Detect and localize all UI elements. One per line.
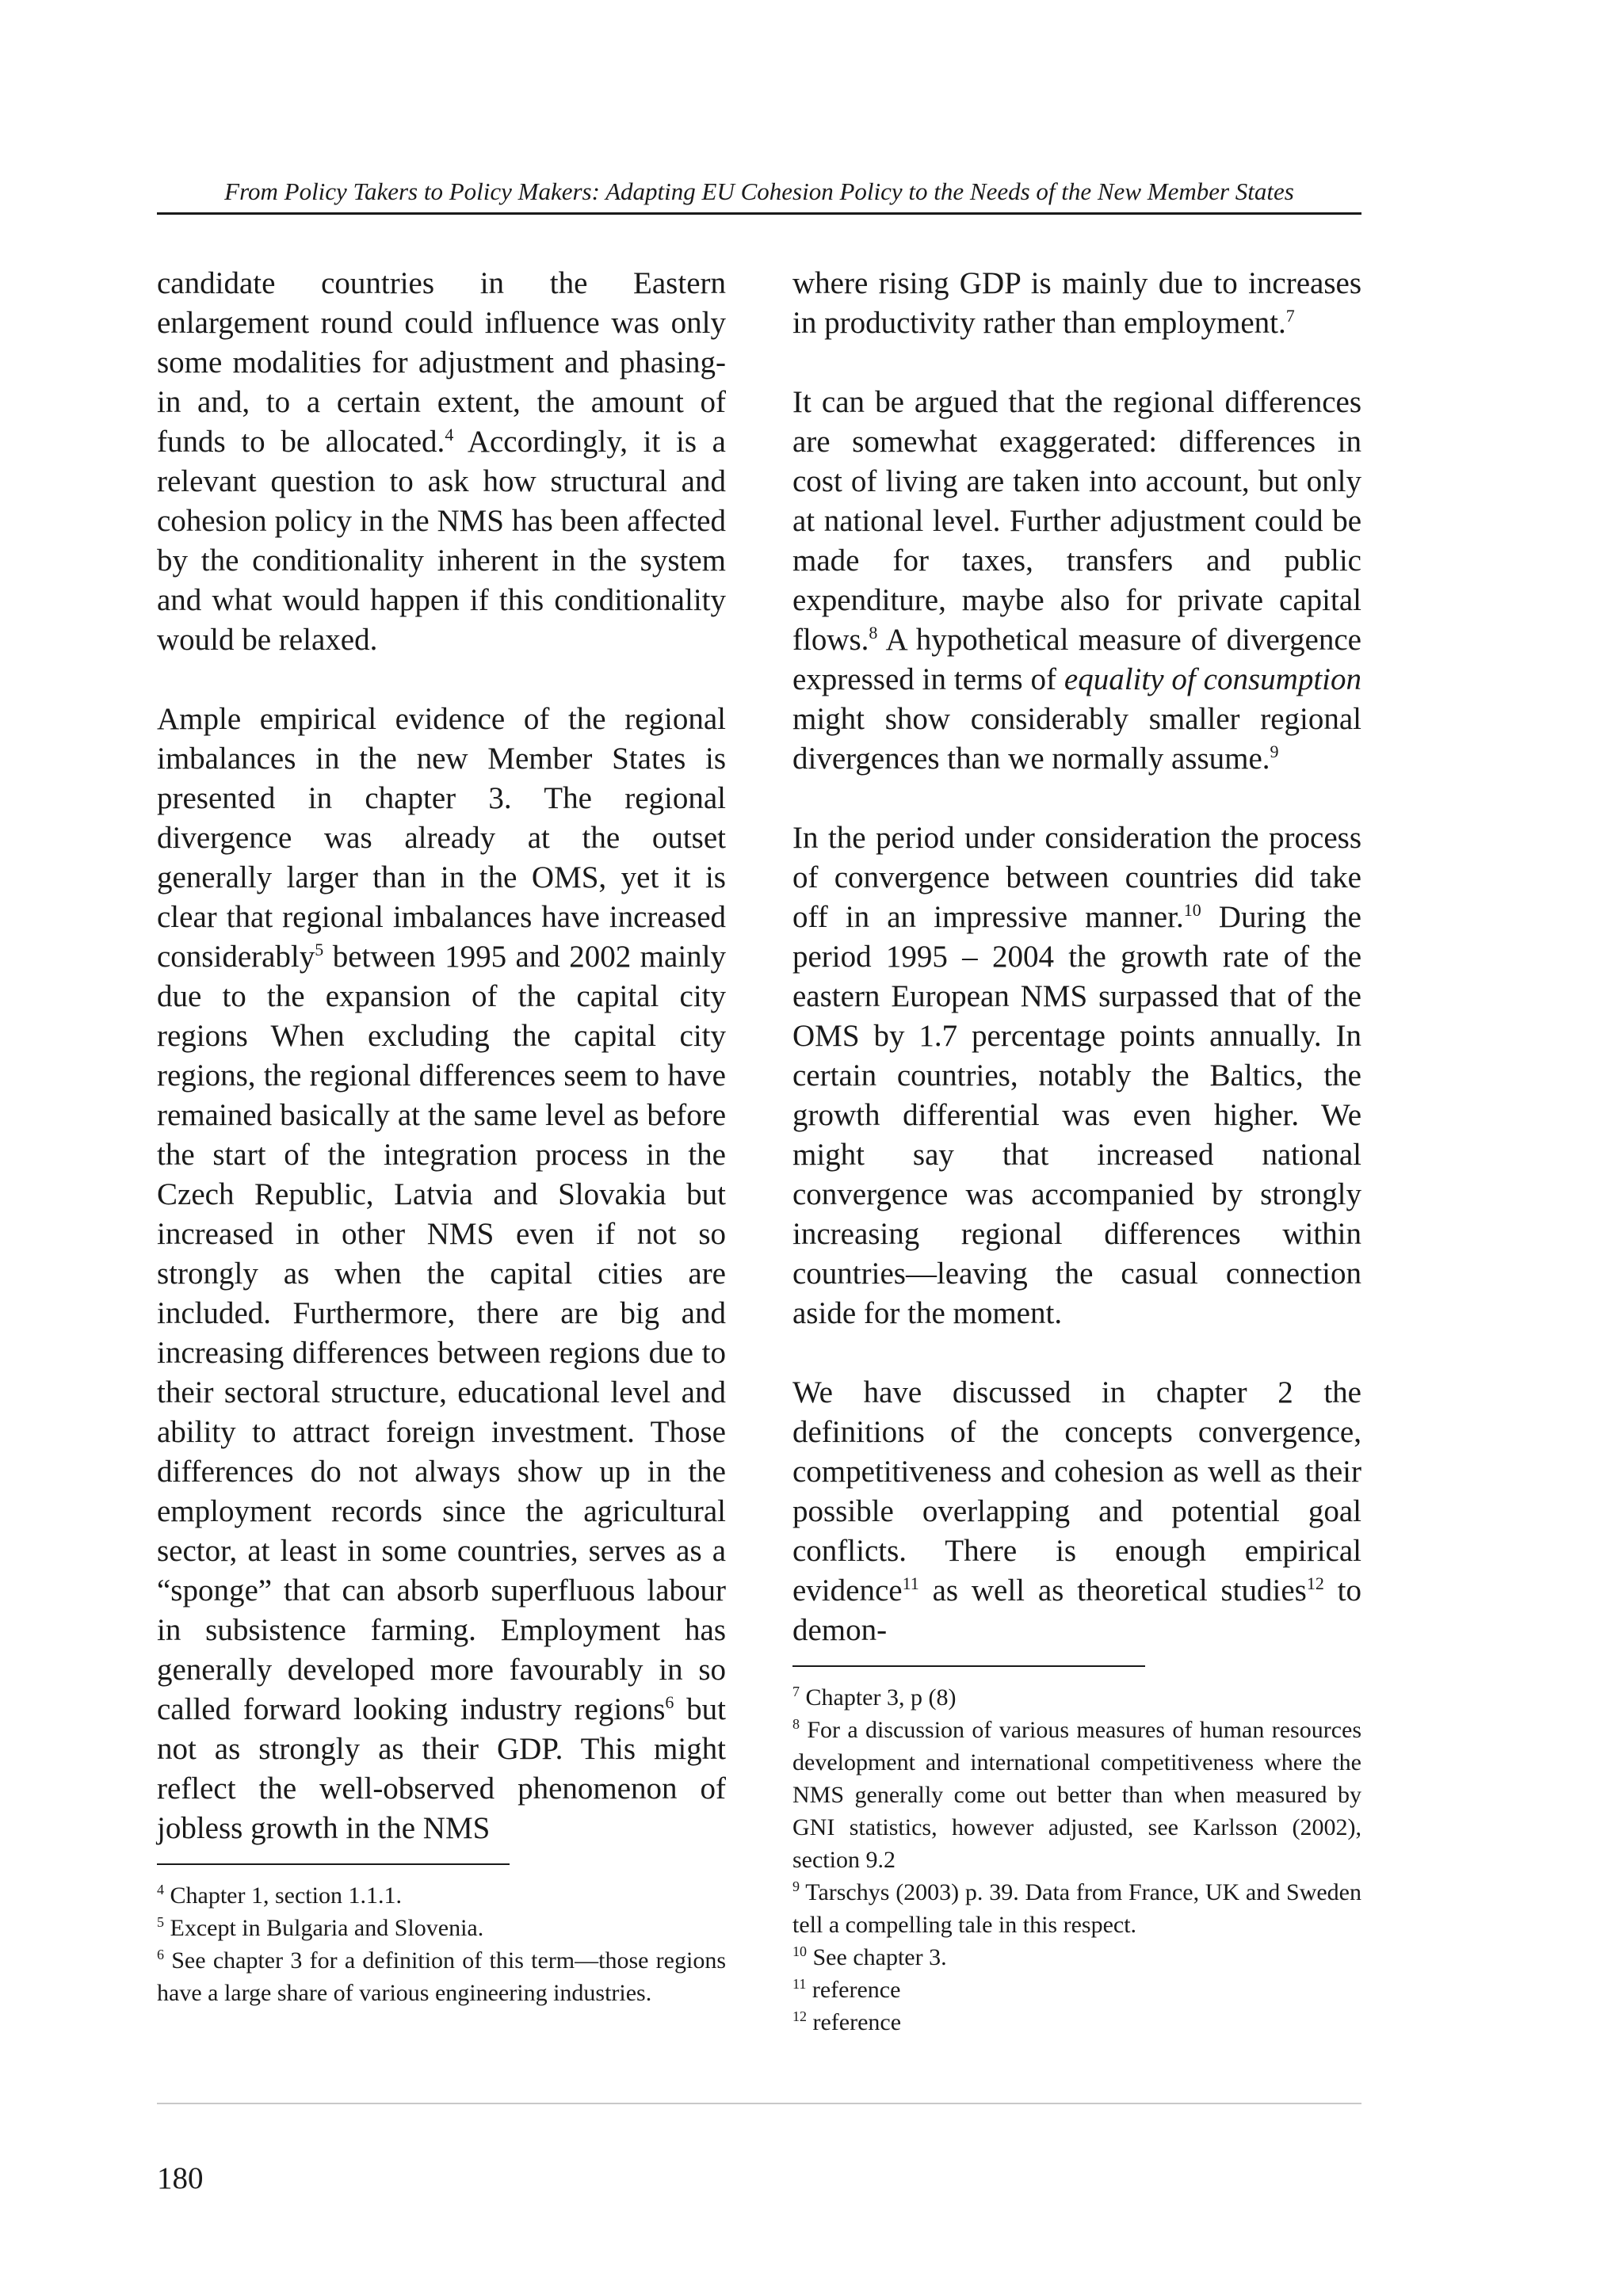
- running-header: From Policy Takers to Policy Makers: Adapting EU Cohesion Policy to the Needs of the New Member States: [224, 177, 1294, 205]
- footnote-text: Tarschys (2003) p. 39. Data from France, UK and Sweden tell a compelling tale in this respect.: [792, 1879, 1361, 1938]
- text-run: to demon-: [792, 1573, 1361, 1647]
- paragraph: [792, 818, 1361, 1333]
- footnote-ref[interactable]: 7: [1285, 306, 1295, 326]
- footnote-ref[interactable]: 6: [665, 1692, 674, 1712]
- paragraph: [792, 383, 1361, 779]
- page-number: 180: [157, 2161, 204, 2195]
- footnote-number: 9: [792, 1878, 800, 1894]
- footnote-number: 6: [157, 1947, 164, 1962]
- text-run: but not as strongly as their GDP. This might reflect the well-observed phenomenon of jobless growth in the NMS: [157, 1692, 727, 1845]
- footnote-text: reference: [806, 1977, 901, 2003]
- footnote-number: 11: [792, 1976, 807, 1992]
- text-run: might show considerably smaller regional divergences than we normally assume.: [792, 702, 1361, 776]
- footnote-number: 10: [792, 1943, 807, 1959]
- footnote-rule: [792, 1665, 1145, 1667]
- footnote: [792, 2006, 1361, 2039]
- footnote: [792, 1974, 1361, 2006]
- footnote-number: 4: [157, 1882, 164, 1897]
- footnote-number: 12: [792, 2008, 807, 2024]
- emphasis-text: equality of consumption: [1064, 662, 1361, 696]
- paragraph: [792, 264, 1361, 343]
- right-footnotes: [792, 1681, 1361, 2039]
- text-run: where rising GDP is mainly due to increases in productivity rather than employment.: [792, 266, 1361, 340]
- footnote-ref[interactable]: 9: [1270, 742, 1279, 761]
- footnote-number: 5: [157, 1914, 164, 1930]
- left-column: [157, 264, 726, 1848]
- footnote: [157, 1944, 726, 2009]
- footnote-text: Chapter 3, p (8): [800, 1684, 957, 1711]
- right-column: [792, 264, 1361, 1650]
- text-run: candidate countries in the Eastern enlargement round could influence was only some modalities for adjustment and phasing-in and, to a certain extent, the amount of funds to be allocated.: [157, 266, 726, 459]
- footnote-text: For a discussion of various measures of human resources development and international competitiveness where the NMS generally come out better than when measured by GNI statistics, however adjusted, see Karlsson (2002), section 9.2: [792, 1717, 1361, 1873]
- footnote-text: See chapter 3 for a definition of this term—those regions have a large share of various engineering industries.: [157, 1947, 726, 2006]
- footnote-number: 8: [792, 1716, 800, 1732]
- footnote-ref[interactable]: 8: [869, 623, 878, 643]
- footer-rule: [157, 2103, 1361, 2104]
- paragraph: [157, 700, 726, 1848]
- footnote-text: Except in Bulgaria and Slovenia.: [164, 1915, 484, 1941]
- footnote-rule: [157, 1863, 510, 1865]
- footnote: [792, 1941, 1361, 1974]
- footnote-ref[interactable]: 11: [902, 1573, 919, 1593]
- text-run: Ample empirical evidence of the regional imbalances in the new Member States is presented in chapter 3. The regional divergence was already at the outset generally larger than in the OMS, yet it is clear that regional imbalances have increased considerably: [157, 702, 726, 974]
- footnote-text: Chapter 1, section 1.1.1.: [164, 1882, 402, 1909]
- text-run: In the period under consideration the process of convergence between countries did take off in an impressive manner.: [792, 821, 1361, 934]
- footnote-ref[interactable]: 10: [1183, 900, 1201, 920]
- paragraph: [792, 1373, 1361, 1650]
- footnote-text: reference: [807, 2009, 902, 2035]
- footnote-ref[interactable]: 5: [315, 940, 324, 959]
- footnote: [792, 1876, 1361, 1941]
- footnote-ref[interactable]: 4: [445, 425, 454, 444]
- footnote-number: 7: [792, 1684, 800, 1699]
- text-run: A hypothetical measure of divergence expressed in terms of: [792, 623, 1361, 696]
- footnote-text: See chapter 3.: [807, 1944, 947, 1970]
- footnote: [157, 1879, 726, 1912]
- footnote: [157, 1912, 726, 1944]
- text-run: It can be argued that the regional differences are somewhat exaggerated: differences in cost of living are taken into account, but only at national level. Further adjustment could be made for taxes, transfers and public expenditure, maybe also for private capital flows.: [792, 385, 1361, 657]
- text-run: During the period 1995 – 2004 the growth rate of the eastern European NMS surpassed that of the OMS by 1.7 percentage points annually. In certain countries, notably the Baltics, the growth differential was even higher. We might say that increased national convergence was accompanied by strongly increasing regional differences within countries—leaving the casual connection aside for the moment.: [792, 900, 1361, 1330]
- footnote-ref[interactable]: 12: [1306, 1573, 1324, 1593]
- text-run: We have discussed in chapter 2 the definitions of the concepts convergence, competitiveness and cohesion as well as their possible overlapping and potential goal conflicts. There is enough empirical evidence: [792, 1375, 1361, 1608]
- text-run: between 1995 and 2002 mainly due to the expansion of the capital city regions When excluding the capital city regions, the regional differences seem to have remained basically at the same level as before the start of the integration process in the Czech Republic, Latvia and Slovakia but increased in other NMS even if not so strongly as when the capital cities are included. Furthermore, there are big and increasing differences between regions due to their sectoral structure, educational level and ability to attract foreign investment. Those differences do not always show up in the employment records since the agricultural sector, at least in some countries, serves as a “sponge” that can absorb superfluous labour in subsistence farming. Employment has generally developed more favourably in so called forward looking industry regions: [157, 940, 726, 1726]
- header-rule: [157, 212, 1361, 215]
- left-footnotes: [157, 1879, 726, 2009]
- text-run: as well as theoretical studies: [918, 1573, 1307, 1608]
- paragraph: [157, 264, 726, 660]
- footnote: [792, 1681, 1361, 1714]
- footnote: [792, 1714, 1361, 1876]
- text-run: Accordingly, it is a relevant question to ask how structural and cohesion policy in the NMS has been affected by the conditionality inherent in the system and what would happen if this conditionality would be relaxed.: [157, 425, 726, 657]
